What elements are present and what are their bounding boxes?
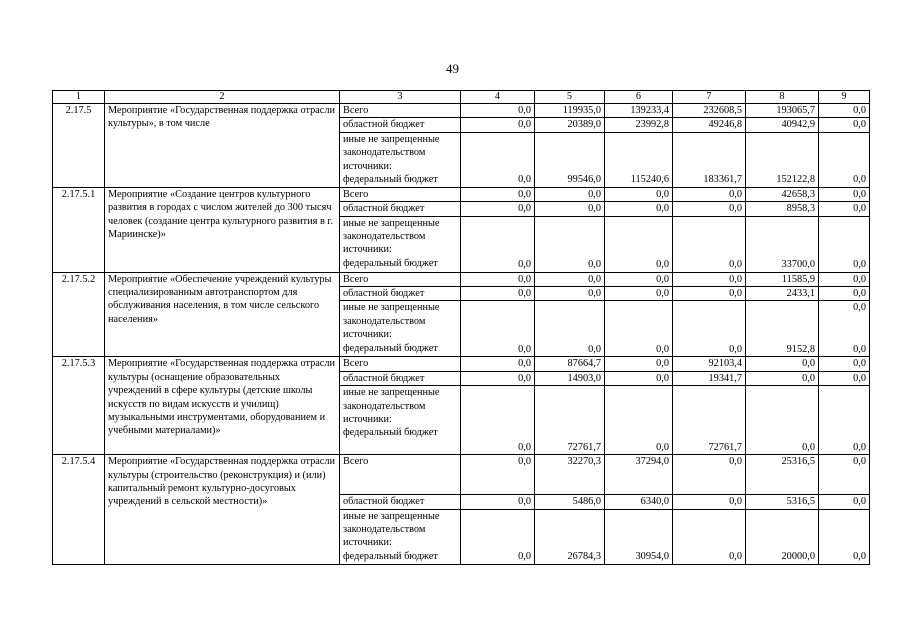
- table-row: [53, 187, 870, 201]
- value-cell: 193065,7: [746, 104, 819, 118]
- table-body: [53, 91, 870, 565]
- value-cell: 26784,3: [535, 509, 605, 564]
- value-cell: 0,0: [535, 202, 605, 216]
- value-cell: 0,0: [746, 371, 819, 385]
- value-cell: 0,0: [461, 301, 535, 357]
- funding-source-line: федеральный бюджет: [343, 427, 438, 439]
- column-header: 4: [461, 91, 535, 104]
- table-row: [53, 104, 870, 118]
- section-name: Мероприятие «Создание центров культурного развития в городах с числом жителей до 300 тысяч человек (создание центра культурного развития в г. Мариинске)»: [105, 187, 340, 272]
- value-cell: 0,0: [819, 118, 870, 132]
- value-cell: 0,0: [461, 216, 535, 272]
- funding-source-line: законодательством: [343, 524, 426, 536]
- value-cell: 0,0: [605, 371, 673, 385]
- funding-source-line: федеральный бюджет: [343, 257, 438, 269]
- funding-source-line: источники:: [343, 160, 392, 172]
- funding-source: [340, 386, 461, 455]
- value-cell: 42658,3: [746, 187, 819, 201]
- section-name: Мероприятие «Государственная поддержка отрасли культуры», в том числе: [105, 104, 340, 188]
- value-cell: 232608,5: [673, 104, 746, 118]
- value-cell: 0,0: [819, 272, 870, 286]
- funding-source-line: федеральный бюджет: [343, 550, 438, 562]
- value-cell: 0,0: [673, 287, 746, 301]
- column-header: 9: [819, 91, 870, 104]
- funding-source-line: законодательством: [343, 231, 426, 243]
- value-cell: 0,0: [535, 187, 605, 201]
- value-cell: 0,0: [461, 187, 535, 201]
- section-name: Мероприятие «Государственная поддержка отрасли культуры (оснащение образовательных учреждений в сфере культуры (детские школы искусств по видам искусств и училищ) музыкальными инструментами, оборудованием и учебными материалами)»: [105, 357, 340, 455]
- value-cell: 0,0: [605, 287, 673, 301]
- value-cell: 0,0: [673, 455, 746, 495]
- value-cell: 0,0: [673, 509, 746, 564]
- value-cell: 0,0: [605, 202, 673, 216]
- column-header: 1: [53, 91, 105, 104]
- value-cell: 0,0: [819, 455, 870, 495]
- funding-source-line: источники:: [343, 244, 392, 256]
- value-cell: 49246,8: [673, 118, 746, 132]
- value-cell: 0,0: [673, 495, 746, 509]
- value-cell: 0,0: [819, 104, 870, 118]
- value-cell: 20000,0: [746, 509, 819, 564]
- value-cell: 0,0: [461, 509, 535, 564]
- value-cell: 0,0: [673, 301, 746, 357]
- value-cell: 0,0: [819, 132, 870, 187]
- value-cell: 0,0: [461, 357, 535, 371]
- funding-source-line: законодательством: [343, 147, 426, 159]
- funding-source-line: федеральный бюджет: [343, 174, 438, 186]
- funding-source: [340, 509, 461, 564]
- value-cell: 0,0: [605, 386, 673, 455]
- value-extra: 0,0: [853, 302, 866, 314]
- value-cell: 0,0: [819, 495, 870, 509]
- value-cell: 0,0: [819, 509, 870, 564]
- value-cell: 0,0: [461, 371, 535, 385]
- section-code: 2.17.5.4: [53, 455, 105, 564]
- value-cell: 0,0: [461, 495, 535, 509]
- funding-source: Всего: [340, 104, 461, 118]
- funding-source: Всего: [340, 187, 461, 201]
- value-cell: 32270,3: [535, 455, 605, 495]
- column-header-row: [53, 91, 870, 104]
- funding-source: [340, 216, 461, 272]
- funding-source-line: иные не запрещенные: [343, 217, 440, 229]
- value-cell: 0,0: [605, 301, 673, 357]
- value-cell: 0,0: [673, 216, 746, 272]
- value-cell: 0,0: [819, 287, 870, 301]
- section-name: Мероприятие «Государственная поддержка отрасли культуры (строительство (реконструкция) и (или) капитальный ремонт культурно-досуговых учреждений в сельской местности)»: [105, 455, 340, 564]
- funding-source: областной бюджет: [340, 371, 461, 385]
- value-cell: 0,0: [461, 202, 535, 216]
- value-cell: 0,0: [535, 301, 605, 357]
- value-cell: 0,0: [461, 386, 535, 455]
- value-cell: 0,0: [673, 272, 746, 286]
- funding-source: Всего: [340, 357, 461, 371]
- funding-source: областной бюджет: [340, 202, 461, 216]
- column-header: 6: [605, 91, 673, 104]
- value-cell: 0,0: [819, 371, 870, 385]
- value-cell: 152122,8: [746, 132, 819, 187]
- spacer: [822, 315, 866, 343]
- value-cell: 0,0: [461, 104, 535, 118]
- funding-source: Всего: [340, 455, 461, 495]
- value-cell: 37294,0: [605, 455, 673, 495]
- value-cell: 25316,5: [746, 455, 819, 495]
- value-cell: 9152,8: [746, 301, 819, 357]
- value-cell: 0,0: [461, 287, 535, 301]
- value-cell: 0,0: [461, 455, 535, 495]
- value-cell: 72761,7: [673, 386, 746, 455]
- value-cell: 99546,0: [535, 132, 605, 187]
- value-cell: 20389,0: [535, 118, 605, 132]
- page-number: 49: [446, 61, 459, 76]
- section-code: 2.17.5: [53, 104, 105, 188]
- funding-source-line: иные не запрещенные: [343, 302, 440, 314]
- table-row: [53, 357, 870, 371]
- value-cell: 0,0: [461, 272, 535, 286]
- value-cell: 0,0: [605, 187, 673, 201]
- column-header: 2: [105, 91, 340, 104]
- funding-source: Всего: [340, 272, 461, 286]
- section-code: 2.17.5.2: [53, 272, 105, 357]
- value-cell: 0,0: [535, 216, 605, 272]
- value-cell: 0,0: [461, 132, 535, 187]
- section-code: 2.17.5.1: [53, 187, 105, 272]
- funding-source-line: источники:: [343, 537, 392, 549]
- value: 0,0: [853, 343, 866, 355]
- value-cell: 0,0: [605, 357, 673, 371]
- column-header: 8: [746, 91, 819, 104]
- funding-source: областной бюджет: [340, 118, 461, 132]
- value-cell: 0,0: [819, 187, 870, 201]
- value-cell: 23992,8: [605, 118, 673, 132]
- column-header: 7: [673, 91, 746, 104]
- funding-source: [340, 301, 461, 357]
- value-cell: 0,0: [605, 272, 673, 286]
- value-cell: 0,0: [673, 202, 746, 216]
- budget-table: [52, 90, 870, 565]
- value-cell: 115240,6: [605, 132, 673, 187]
- value-cell: 87664,7: [535, 357, 605, 371]
- value-cell: 119935,0: [535, 104, 605, 118]
- value-cell: 0,0: [819, 357, 870, 371]
- value-cell: 92103,4: [673, 357, 746, 371]
- value-cell: 5486,0: [535, 495, 605, 509]
- value-cell: 40942,9: [746, 118, 819, 132]
- column-header: 5: [535, 91, 605, 104]
- value-cell: 33700,0: [746, 216, 819, 272]
- funding-source: областной бюджет: [340, 495, 461, 509]
- value-cell: 139233,4: [605, 104, 673, 118]
- value-cell: 0,0: [746, 386, 819, 455]
- section-name: Мероприятие «Обеспечение учреждений культуры специализированным автотранспортом для обслуживания населения, в том числе сельского населения»: [105, 272, 340, 357]
- funding-source: областной бюджет: [340, 287, 461, 301]
- funding-source-line: источники:: [343, 414, 392, 426]
- table-row: [53, 455, 870, 495]
- value-cell: 19341,7: [673, 371, 746, 385]
- value-cell: 72761,7: [535, 386, 605, 455]
- value-cell: 0,0: [605, 216, 673, 272]
- funding-source: [340, 132, 461, 187]
- value-cell: 14903,0: [535, 371, 605, 385]
- funding-source-line: федеральный бюджет: [343, 342, 438, 354]
- value-cell: 6340,0: [605, 495, 673, 509]
- value-cell: 0,0: [819, 386, 870, 455]
- value-cell: 2433,1: [746, 287, 819, 301]
- funding-source-line: иные не запрещенные: [343, 510, 440, 522]
- funding-source-line: законодательством: [343, 400, 426, 412]
- value-cell: 0,0: [746, 357, 819, 371]
- value-cell: 11585,9: [746, 272, 819, 286]
- value-cell: 5316,5: [746, 495, 819, 509]
- value-cell: 0,0: [535, 287, 605, 301]
- funding-source-line: законодательством: [343, 315, 426, 327]
- value-cell: 0,0: [535, 272, 605, 286]
- value-cell: 0,0: [819, 202, 870, 216]
- funding-source-line: источники:: [343, 329, 392, 341]
- value-cell: 0,0: [673, 187, 746, 201]
- value-cell: 0,0: [819, 216, 870, 272]
- funding-source-line: иные не запрещенные: [343, 133, 440, 145]
- column-header: 3: [340, 91, 461, 104]
- table-row: [53, 272, 870, 286]
- value-cell: 183361,7: [673, 132, 746, 187]
- funding-source-line: иные не запрещенные: [343, 387, 440, 399]
- value-cell: 8958,3: [746, 202, 819, 216]
- value-cell: 30954,0: [605, 509, 673, 564]
- value-cell: [819, 301, 870, 357]
- section-code: 2.17.5.3: [53, 357, 105, 455]
- value-cell: 0,0: [461, 118, 535, 132]
